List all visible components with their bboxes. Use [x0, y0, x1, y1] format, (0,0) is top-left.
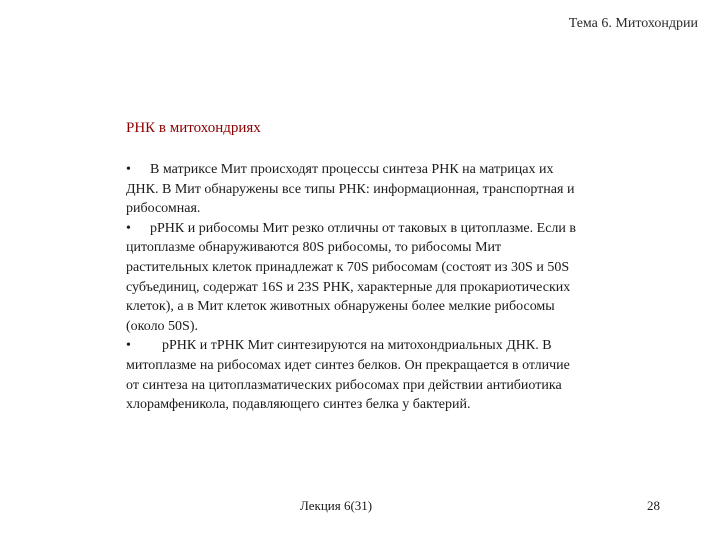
paragraph-text: рРНК и рибосомы Мит резко отличны от таковых в цитоплазме. Если в цитоплазме обнаруживаются 80S рибосомы, то рибосомы Мит растительных клеток принадлежат к 70S рибосомам (состоят из 30S и 50S субъединиц, содержат 16S и 23S РНК, характерные для прокариотических клеток), а в Мит клеток животных обнаружены более мелкие рибосомы (около 50S). — [126, 220, 576, 334]
lecture-footer: Лекция 6(31) — [300, 498, 373, 513]
bullet-paragraph-3 — [126, 336, 576, 414]
slide-body — [126, 160, 576, 415]
bullet-marker: • — [126, 220, 131, 236]
slide-title: РНК в митохондриях — [126, 120, 261, 136]
bullet-paragraph-1 — [126, 160, 576, 219]
bullet-paragraph-2 — [126, 219, 576, 337]
paragraph-text: рРНК и тРНК Мит синтезируются на митохондриальных ДНК. В митоплазме на рибосомах идет синтез белков. Он прекращается в отличие от синтеза на цитоплазматических рибосомах при действии антибиотика хлорамфеникола, подавляющего синтез белка у бактерий. — [126, 338, 570, 413]
page-number: 28 — [647, 498, 660, 513]
paragraph-text: В матриксе Мит происходят процессы синтеза РНК на матрицах их ДНК. В Мит обнаружены все типы РНК: информационная, транспортная и рибосомная. — [126, 162, 575, 217]
bullet-marker: • — [126, 162, 131, 177]
bullet-marker: • — [126, 338, 131, 354]
slide-header-topic: Тема 6. Митохондрии — [568, 16, 698, 31]
